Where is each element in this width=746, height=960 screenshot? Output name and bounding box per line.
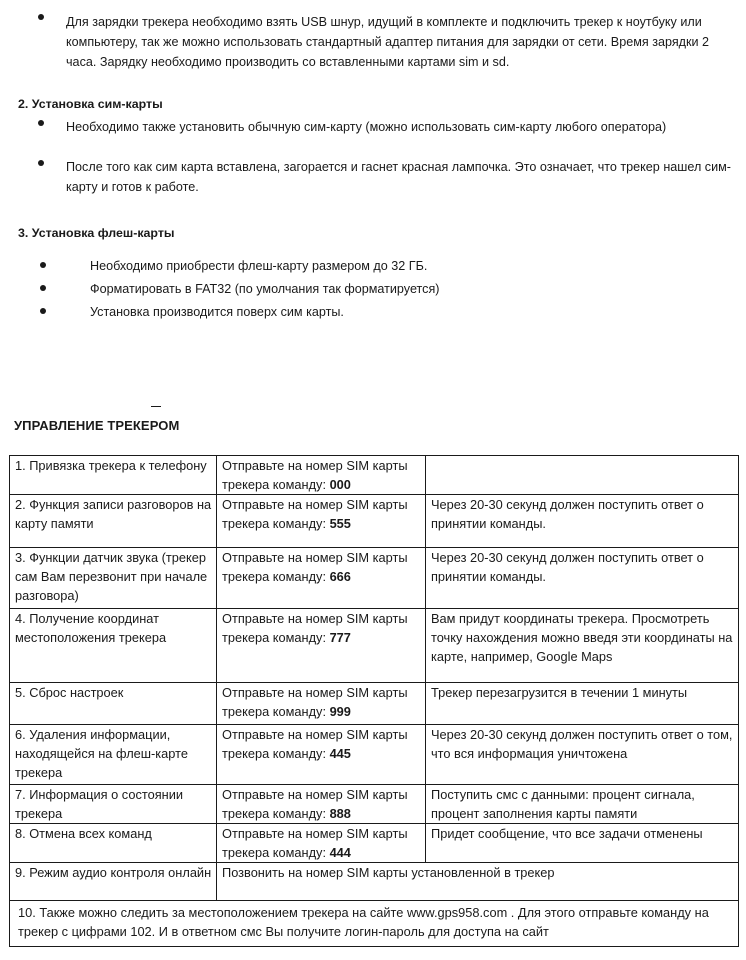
table-row [10,495,739,548]
action-cell: Отправьте на номер SIM карты трекера команду: 888 [217,785,426,824]
command-code: 555 [329,516,351,531]
sim-bullet-1: Необходимо также установить обычную сим-карту (можно использовать сим-карту любого оператора) [66,120,667,134]
table-row [10,456,739,495]
sim-bullet-2: После того как сим карта вставлена, загорается и гаснет красная лампочка. Это означает, что трекер нашел сим-карту и готов к работе. [66,160,731,194]
flash-bullet-3: Установка производится поверх сим карты. [90,305,344,319]
control-title: УПРАВЛЕНИЕ ТРЕКЕРОМ [14,418,180,433]
command-code: 888 [329,806,351,821]
bullet-dot [38,120,44,126]
note-cell: Через 20-30 секунд должен поступить ответ о принятии команды. [426,495,739,548]
table-row [10,609,739,683]
table-row [10,824,739,863]
action-cell: Отправьте на номер SIM карты трекера команду: 445 [217,725,426,785]
charging-text: Для зарядки трекера необходимо взять USB шнур, идущий в комплекте и подключить трекер к ноутбуку или компьютеру, так же можно использовать стандартный адаптер питания для зарядки от сети. Время зарядки 2 часа. Зарядку необходимо производить со вставленными картами sim и sd. [66,15,710,69]
flash-bullet-2: Форматировать в FAT32 (по умолчания так форматируется) [90,282,440,296]
action-cell: Отправьте на номер SIM карты трекера команду: 999 [217,683,426,725]
function-cell: 8. Отмена всех команд [10,824,217,863]
sim-section-heading: 2. Установка сим-карты [18,97,163,111]
function-cell: 3. Функции датчик звука (трекер сам Вам перезвонит при начале разговора) [10,548,217,609]
command-code: 999 [329,704,351,719]
action-cell: Отправьте на номер SIM карты трекера команду: 666 [217,548,426,609]
bullet-dot [38,14,44,20]
action-cell: Отправьте на номер SIM карты трекера команду: 444 [217,824,426,863]
table-row [10,785,739,824]
title-overline [151,406,161,407]
command-table [9,455,739,947]
bullet-dot [38,160,44,166]
command-code: 777 [329,630,351,645]
table-row [10,683,739,725]
function-cell: 6. Удаления информации, находящейся на флеш-карте трекера [10,725,217,785]
note-cell: Придет сообщение, что все задачи отменены [426,824,739,863]
table-row [10,863,739,901]
command-code: 666 [329,569,351,584]
function-cell: 5. Сброс настроек [10,683,217,725]
action-cell: Отправьте на номер SIM карты трекера команду: 000 [217,456,426,495]
note-cell: Поступить смс с данными: процент сигнала, процент заполнения карты памяти [426,785,739,824]
note-cell: Через 20-30 секунд должен поступить ответ о том, что вся информация уничтожена [426,725,739,785]
function-cell: 4. Получение координат местоположения трекера [10,609,217,683]
footer-cell: 10. Также можно следить за местоположением трекера на сайте www.gps958.com . Для этого отправьте команду на трекер с цифрами 102. И в ответном смс Вы получите логин-пароль для доступа на сайт [10,901,739,947]
table-row [10,725,739,785]
function-cell: 2. Функция записи разговоров на карту памяти [10,495,217,548]
note-cell [426,456,739,495]
bullet-dot [40,262,46,268]
table-row [10,548,739,609]
function-cell: 7. Информация о состоянии трекера [10,785,217,824]
command-code: 444 [329,845,351,860]
flash-bullet-1: Необходимо приобрести флеш-карту размером до 32 ГБ. [90,259,428,273]
note-cell: Трекер перезагрузится в течении 1 минуты [426,683,739,725]
flash-section-heading: 3. Установка флеш-карты [18,226,175,240]
function-cell: 9. Режим аудио контроля онлайн [10,863,217,901]
note-cell: Через 20-30 секунд должен поступить ответ о принятии команды. [426,548,739,609]
command-code: 445 [329,746,351,761]
action-cell: Отправьте на номер SIM карты трекера команду: 777 [217,609,426,683]
action-cell: Отправьте на номер SIM карты трекера команду: 555 [217,495,426,548]
table-footer-row [10,901,739,947]
function-cell: 1. Привязка трекера к телефону [10,456,217,495]
bullet-dot [40,308,46,314]
bullet-dot [40,285,46,291]
command-code: 000 [329,477,351,492]
note-cell: Вам придут координаты трекера. Просмотреть точку нахождения можно введя эти координаты на карте, например, Google Maps [426,609,739,683]
action-cell: Позвонить на номер SIM карты установленной в трекер [217,863,739,901]
